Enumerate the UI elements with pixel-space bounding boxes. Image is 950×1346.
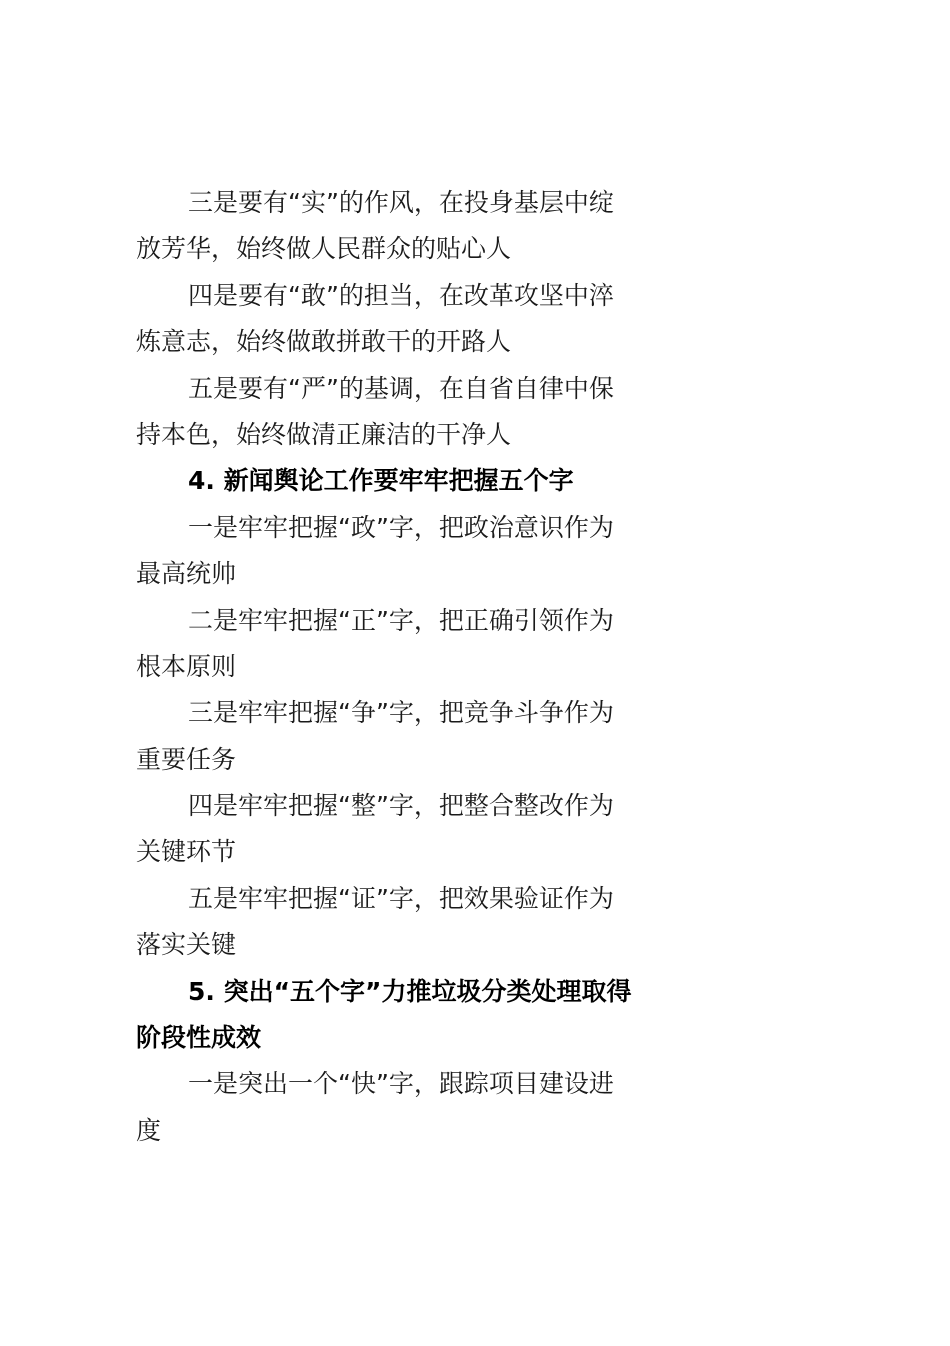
text-line: 重要任务 <box>136 744 237 774</box>
body-paragraph <box>136 366 816 459</box>
text-line: 五是要有“严”的基调，在自省自律中保 <box>188 373 614 403</box>
body-paragraph <box>136 876 816 969</box>
section-heading <box>136 969 816 1062</box>
document-body <box>136 180 816 1154</box>
body-paragraph <box>136 180 816 273</box>
text-line: 三是要有“实”的作风，在投身基层中绽 <box>188 188 614 217</box>
text-line: 四是牢牢把握“整”字，把整合整改作为 <box>188 791 614 821</box>
text-line: 最高统帅 <box>136 559 237 589</box>
text-line: 放芳华，始终做人民群众的贴心人 <box>136 234 512 264</box>
text-line: 落实关键 <box>136 930 237 960</box>
body-paragraph <box>136 598 816 691</box>
body-paragraph <box>136 783 816 876</box>
body-paragraph <box>136 505 816 598</box>
body-paragraph <box>136 1061 816 1154</box>
text-line: 炼意志，始终做敢拼敢干的开路人 <box>136 327 512 357</box>
text-line: 根本原则 <box>136 651 237 681</box>
heading-line: 阶段性成效 <box>136 1023 262 1053</box>
text-line: 一是突出一个“快”字，跟踪项目建设进 <box>188 1069 614 1099</box>
text-line: 持本色，始终做清正廉洁的干净人 <box>136 419 512 449</box>
section-heading <box>136 458 816 504</box>
text-line: 度 <box>136 1115 174 1145</box>
text-line: 关键环节 <box>136 837 237 867</box>
text-line: 三是牢牢把握“争”字，把竞争斗争作为 <box>188 698 614 728</box>
text-line: 二是牢牢把握“正”字，把正确引领作为 <box>188 605 614 635</box>
body-paragraph <box>136 690 816 783</box>
heading-line: 5. 突出“五个字”力推垃圾分类处理取得 <box>188 976 632 1006</box>
text-line: 五是牢牢把握“证”字，把效果验证作为 <box>188 883 614 913</box>
body-paragraph <box>136 273 816 366</box>
text-line: 四是要有“敢”的担当，在改革攻坚中淬 <box>188 280 614 310</box>
text-line: 一是牢牢把握“政”字，把政治意识作为 <box>188 512 614 542</box>
heading-line: 4. 新闻舆论工作要牢牢把握五个字 <box>188 466 574 496</box>
